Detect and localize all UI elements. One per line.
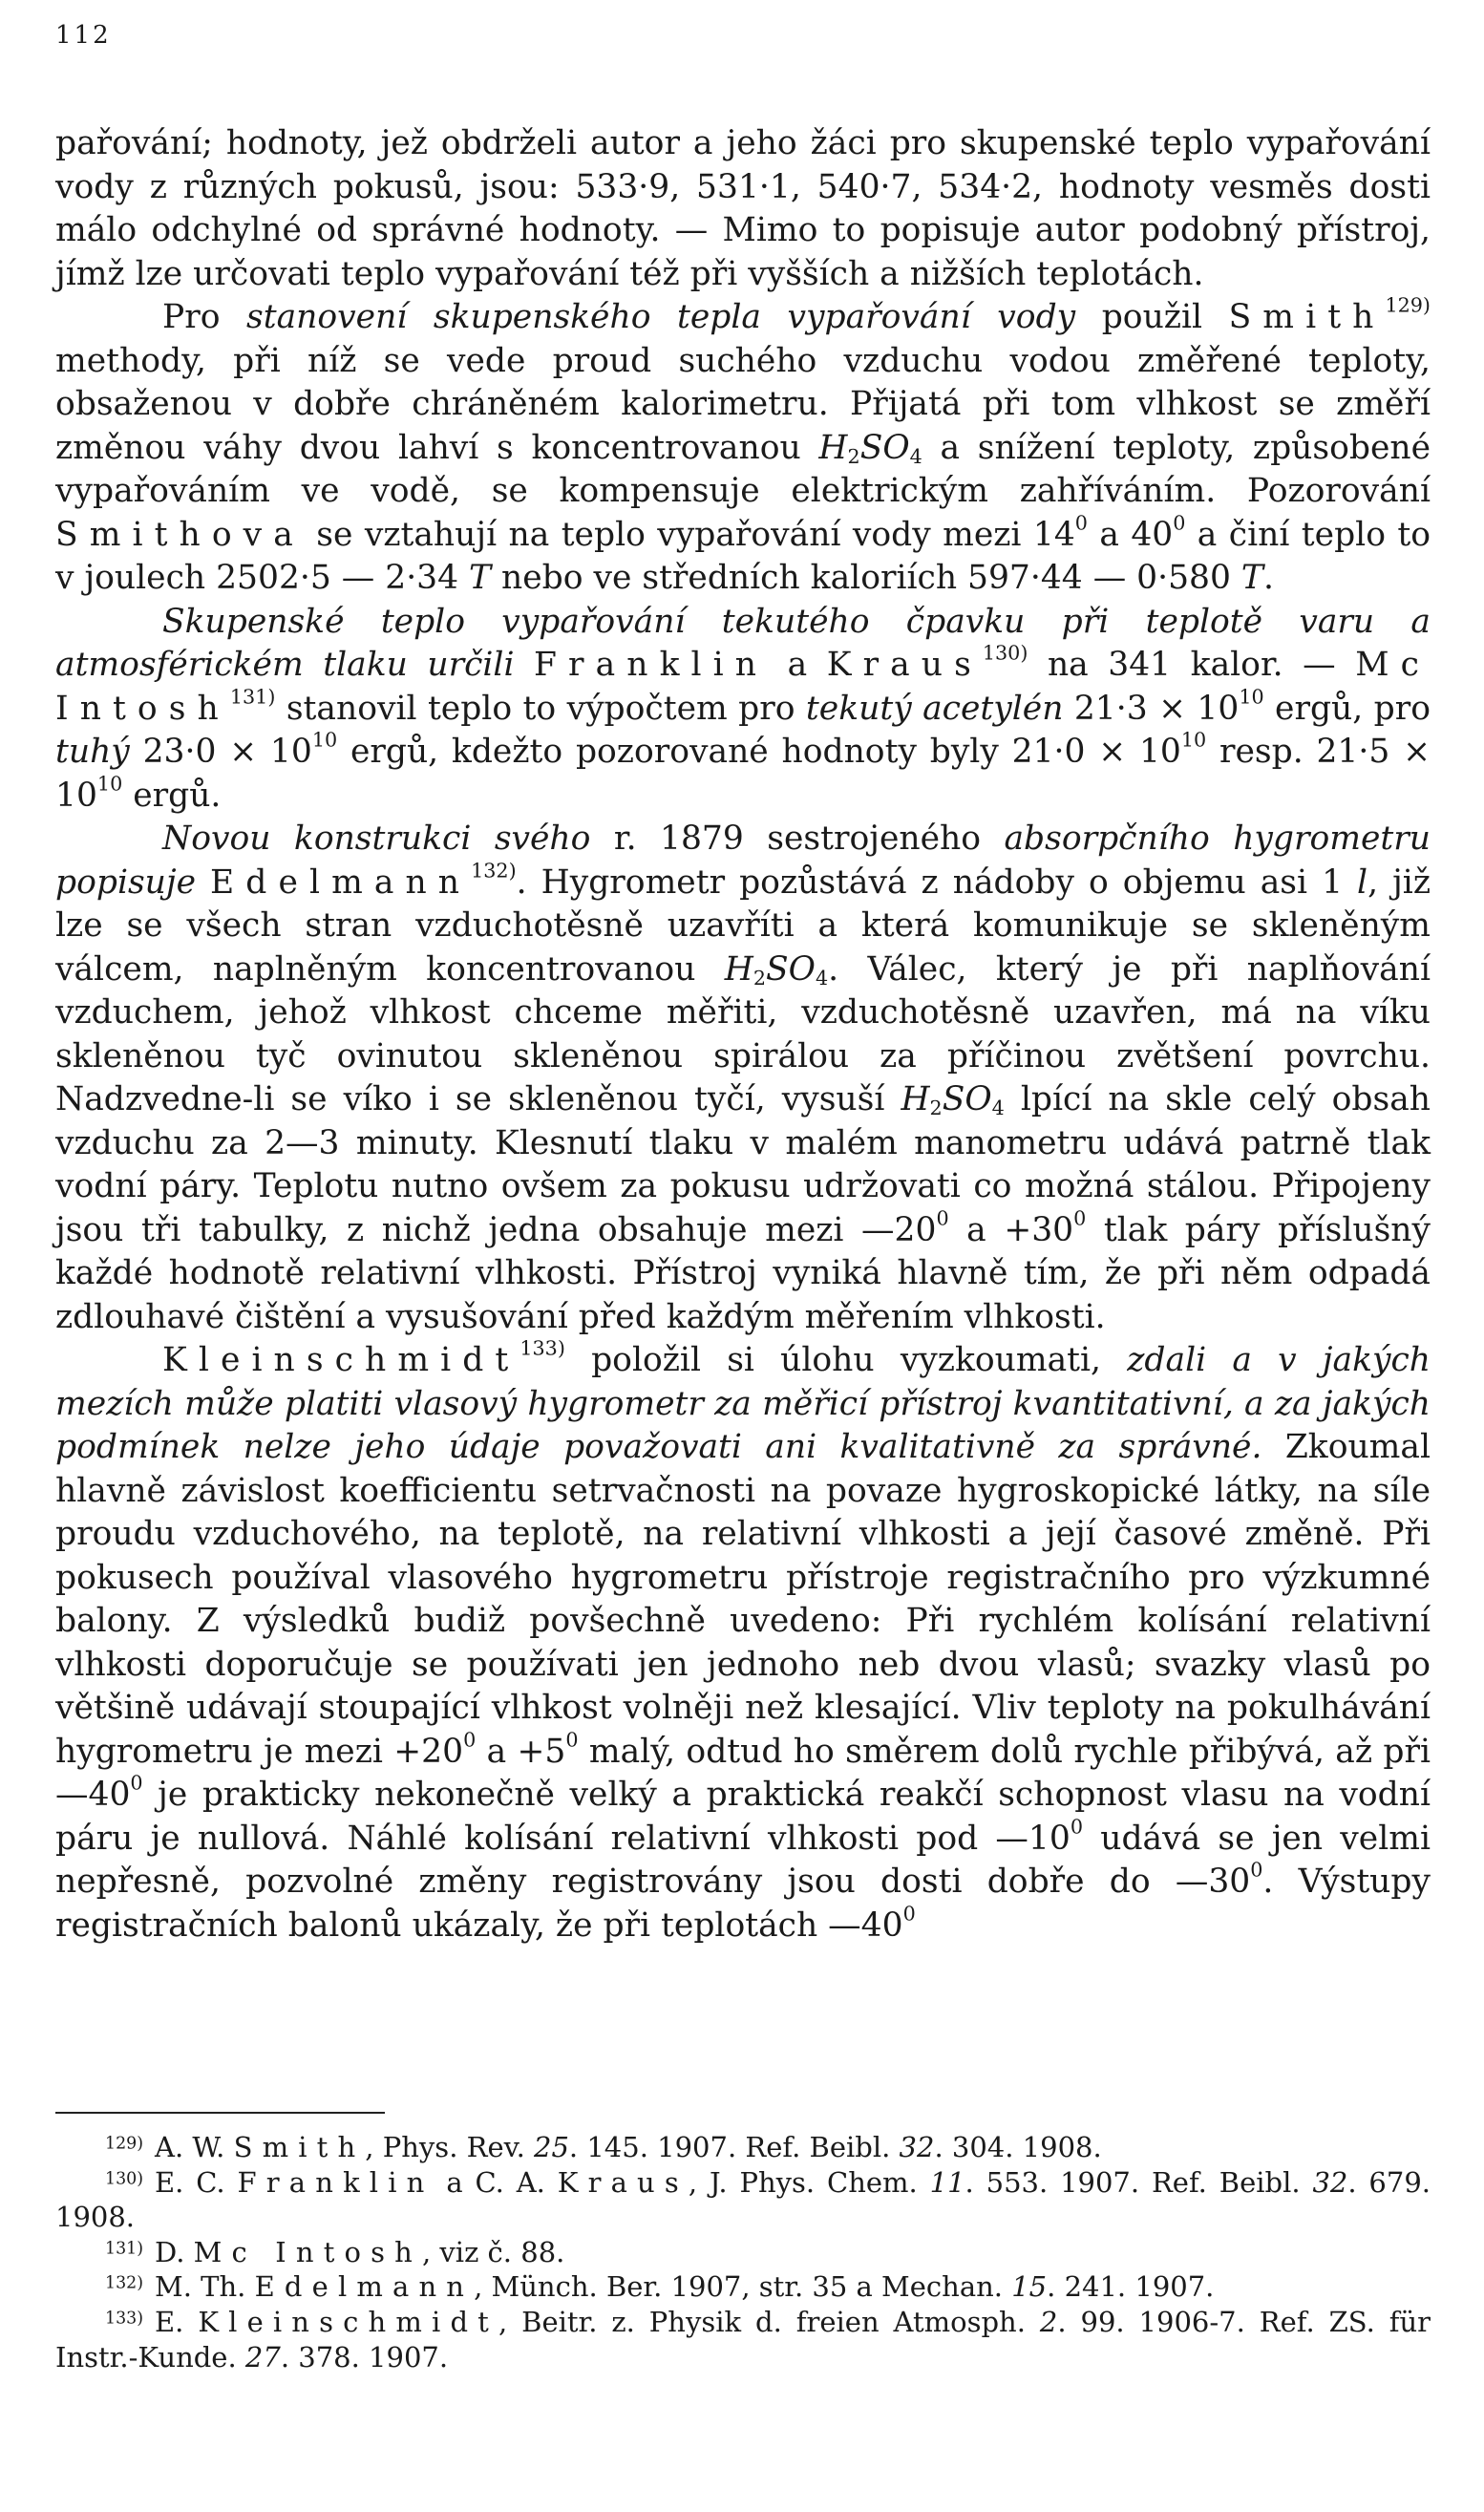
italic-text: Novou konstrukci svého: [162, 820, 591, 858]
text-run: 23·0 × 10: [129, 733, 312, 771]
text-run: na 341 kalor. —: [1028, 646, 1356, 684]
spaced-name: Mc Intosh: [55, 646, 1431, 728]
text-run: tlak páry příslušný každé hodnotě relativní vlhkosti. Přístroj vyniká hlavně tím, že při něm odpadá zdlouhavé čištění a vysušování před každým měřením vlhkosti.: [55, 1210, 1431, 1336]
text-run: ergů.: [122, 776, 222, 815]
italic-text: stanovení skupenského tepla vypařování vody: [246, 298, 1076, 336]
text-run: resp. 21·5 × 10: [55, 733, 1431, 815]
text-run: udává se jen velmi nepřesně, pozvolné změny registrovány jsou dosti dobře do —30: [55, 1819, 1431, 1901]
text-run: a snížení teploty, způsobené vypařováním ve vodě, se kompensuje elektrickým zahříváním. Pozorování: [55, 428, 1431, 510]
footnote-number-text: 131): [105, 2239, 143, 2259]
text-run: použil: [1075, 298, 1229, 336]
text-run: Zkoumal hlavně závislost koefficientu setrvačnosti na povaze hygroskopické látky, na síle proudu vzduchového, na teplotě, na relativní vlhkosti a její časové změně. Při pokusech používal vlasového hygrometru přístroje registračního pro výzkumné balony. Z výsledků budiž povšechně uvedeno: Při rychlém kolísání relativní vlhkosti doporučuje se používati jen jednoho neb dvou vlasů; svazky vlasů po většině udávají stoupající vlhkost volněji než klesající. Vliv teploty na pokulhávání hygrometru je mezi +20: [55, 1428, 1431, 1771]
text-run: se vztahují na teplo vypařování vody mezi 14: [304, 515, 1075, 554]
footnote-number-text: 132): [105, 2273, 143, 2293]
text-run: , Beitr. z. Physik d. freien Atmosph.: [498, 2305, 1040, 2338]
italic-text: 11: [929, 2165, 965, 2199]
spaced-name: Franklin: [237, 2165, 435, 2199]
text-run: [515, 646, 535, 684]
superscript: 0: [936, 1205, 949, 1229]
superscript: 0: [1173, 510, 1186, 534]
spaced-name: Smithova: [55, 515, 305, 554]
footnote-separator: [55, 2112, 385, 2114]
text-run: a +30: [948, 1210, 1074, 1249]
text-run: . 679. 1908.: [55, 2165, 1431, 2234]
superscript: 0: [1074, 510, 1088, 534]
text-run: [196, 863, 210, 902]
superscript: 0: [1070, 1814, 1083, 1838]
spaced-name: Edelmann: [254, 2270, 475, 2304]
text-run: . 378. 1907.: [280, 2340, 449, 2374]
spaced-name: Kleinschmidt: [198, 2305, 498, 2338]
italic-text: SO: [859, 428, 910, 467]
text-run: . 304. 1908.: [934, 2131, 1102, 2163]
text-run: a +5: [476, 1732, 566, 1771]
superscript: 0: [463, 1727, 477, 1751]
superscript: 0: [902, 1901, 916, 1925]
text-run: . Válec, který je při naplňování vzduchem, jehož vlhkost chceme měřiti, vzduchotěsně uzavřen, má na víku skleněnou tyč ovinutou skleněnou spirálou za příčinou zvětšení povrchu. Nadzvedne-li se víko i se skleněnou tyčí, vysuší: [55, 949, 1431, 1118]
italic-text: 15: [1011, 2270, 1048, 2304]
text-run: M. Th.: [155, 2270, 255, 2304]
text-run: . 241. 1907.: [1047, 2270, 1215, 2304]
superscript: 0: [130, 1771, 143, 1795]
text-run: je prakticky nekonečně velký a praktická reakčí schopnost vlasu na vodní páru je nullová. Náhlé kolísání relativní vlhkosti pod —10: [55, 1776, 1431, 1858]
italic-text: absorpčního hygrometru popisuje: [55, 820, 1431, 902]
text-run: a C. A.: [434, 2165, 558, 2199]
footnote-number: [55, 2305, 143, 2340]
text-run: Pro: [162, 298, 247, 336]
text-run: , viz č. 88.: [421, 2235, 565, 2268]
italic-text: 25: [534, 2131, 569, 2163]
text-run: A. W.: [155, 2131, 234, 2163]
italic-text: tekutý acetylén: [805, 689, 1064, 728]
text-run: , již lze se všech stran vzduchotěsně uzavříti a která komunikuje se skleněným válcem, naplněným koncentrovanou: [55, 862, 1431, 989]
footnote-fn131: [55, 2235, 1431, 2270]
superscript: 10: [96, 771, 123, 795]
superscript: 0: [1250, 1858, 1263, 1882]
text-run: 21·3 × 10: [1063, 689, 1240, 728]
footnotes: [55, 2130, 1431, 2374]
paragraph-p4: [55, 1336, 1431, 1948]
spaced-name: Mc Intosh: [193, 2235, 422, 2268]
text-run: nebo ve středních kaloriích 597·44 — 0·580: [491, 559, 1241, 597]
text-run: stanovil teplo to výpočtem pro: [275, 689, 806, 728]
text-run: .: [1262, 559, 1274, 597]
paragraph-p1: [55, 293, 1431, 601]
italic-text: Skupenské teplo vypařování tekutého čpavku při teplotě varu a atmosférickém tlaku určili: [55, 602, 1431, 684]
paragraph-p3: [55, 818, 1431, 1339]
text-run: lpící na skle celý obsah vzduchu za 2—3 minuty. Klesnutí tlaku v malém manometru udává patrně tlak vodní páry. Teplotu nutno ovšem za pokusu udržovati co možná stálou. Připojeny jsou tři tabulky, z nichž jedna obsahuje mezi —20: [55, 1080, 1431, 1249]
footnote-number: [55, 2130, 143, 2165]
superscript: 129): [1385, 293, 1431, 317]
italic-text: 2: [1039, 2305, 1058, 2338]
footnote-number-text: 129): [105, 2134, 143, 2154]
text-run: a: [768, 646, 827, 684]
subscript: 2: [753, 966, 767, 990]
italic-text: H: [818, 428, 848, 467]
text-run: D.: [155, 2235, 194, 2268]
paragraph-p0: [55, 122, 1431, 296]
superscript: 131): [229, 684, 276, 708]
superscript: 10: [1180, 728, 1207, 752]
text-run: . Hygrometr pozůstává z nádoby o objemu asi 1: [516, 862, 1358, 902]
italic-text: 27: [244, 2340, 281, 2374]
text-run: E.: [155, 2305, 199, 2338]
spaced-name: Edelmann: [210, 862, 472, 902]
text-run: pařování; hodnoty, jež obdrželi autor a jeho žáci pro skupenské teplo vypařování vody z různých pokusů, jsou: 533·9, 531·1, 540·7, 534·2, hodnoty vesměs dosti málo odchylné od správné hodnoty. — Mimo to popisuje autor podobný přístroj, jímž lze určovati teplo vypařování též při vyšších a nižších teplotách.: [55, 124, 1431, 293]
italic-text: tuhý: [55, 733, 130, 771]
subscript: 2: [929, 1096, 943, 1120]
footnote-fn129: [55, 2130, 1431, 2165]
spaced-name: Kleinschmidt: [162, 1341, 520, 1379]
text-run: E. C.: [155, 2165, 238, 2199]
spaced-name: Smith: [1228, 298, 1386, 336]
text-run: . Výstupy registračních balonů ukázaly, že při teplotách —40: [55, 1863, 1431, 1945]
text-run: a 40: [1087, 515, 1174, 554]
subscript: 4: [815, 966, 829, 990]
footnote-number-text: 130): [105, 2168, 143, 2188]
spaced-name: Kraus: [557, 2165, 689, 2199]
text-run: a činí teplo to v joulech 2502·5 — 2·34: [55, 515, 1431, 597]
paragraph-p2: [55, 601, 1431, 819]
superscript: 10: [1239, 684, 1264, 708]
footnote-number: [55, 2235, 143, 2270]
text-run: , J. Phys. Chem.: [688, 2165, 930, 2199]
text-run: ergů, kdežto pozorované hodnoty byly 21·0 × 10: [337, 733, 1181, 771]
text-run: položil si úlohu vyzkoumati,: [564, 1341, 1128, 1379]
footnote-fn130: [55, 2165, 1431, 2235]
text-run: . 99. 1906-7. Ref. ZS. für Instr.-Kunde.: [55, 2305, 1431, 2374]
italic-text: T: [469, 559, 492, 597]
italic-text: SO: [766, 949, 816, 989]
footnote-number: [55, 2269, 143, 2305]
text-run: ergů, pro: [1263, 689, 1431, 728]
text-run: . 553. 1907. Ref. Beibl.: [965, 2165, 1313, 2199]
superscript: 133): [519, 1336, 565, 1360]
body-text: [55, 122, 1431, 1948]
text-run: . 145. 1907. Ref. Beibl.: [568, 2131, 900, 2163]
spaced-name: Smith: [233, 2131, 366, 2163]
footnote-number: [55, 2165, 143, 2201]
text-run: r. 1879 sestrojeného: [590, 820, 1005, 858]
spaced-name: Kraus: [826, 646, 983, 684]
page-number: 112: [55, 21, 112, 50]
superscript: 10: [311, 728, 338, 752]
subscript: 4: [909, 444, 922, 468]
superscript: 0: [1073, 1205, 1087, 1229]
text-run: malý, odtud ho směrem dolů rychle přibývá, až při —40: [55, 1732, 1431, 1814]
superscript: 0: [565, 1727, 579, 1751]
text-run: methody, při níž se vede proud suchého vzduchu vodou změřené teploty, obsaženou v dobře chráněném kalorimetru. Přijatá při tom vlhkost se změří změnou váhy dvou lahví s koncentrovanou: [55, 341, 1431, 467]
footnote-fn133: [55, 2305, 1431, 2374]
italic-text: H: [724, 949, 753, 989]
italic-text: 32: [1312, 2165, 1348, 2199]
superscript: 130): [982, 641, 1028, 665]
footnote-number-text: 133): [105, 2309, 143, 2329]
subscript: 4: [991, 1096, 1005, 1120]
italic-text: 32: [899, 2131, 935, 2163]
italic-text: T: [1240, 559, 1263, 597]
italic-text: l: [1357, 862, 1368, 902]
text-run: , Phys. Rev.: [365, 2131, 535, 2163]
superscript: 132): [471, 858, 517, 882]
footnote-fn132: [55, 2269, 1431, 2305]
text-run: , Münch. Ber. 1907, str. 35 a Mechan.: [474, 2270, 1012, 2304]
italic-text: H: [901, 1080, 930, 1118]
subscript: 2: [847, 444, 860, 468]
italic-text: SO: [942, 1080, 992, 1118]
spaced-name: Franklin: [534, 646, 769, 684]
italic-text: zdali a v jakých mezích může platiti vlasový hygrometr za měřicí přístroj kvantitativní, a za jakých podmínek nelze jeho údaje považovati ani kvalitativně za správné.: [55, 1341, 1431, 1466]
